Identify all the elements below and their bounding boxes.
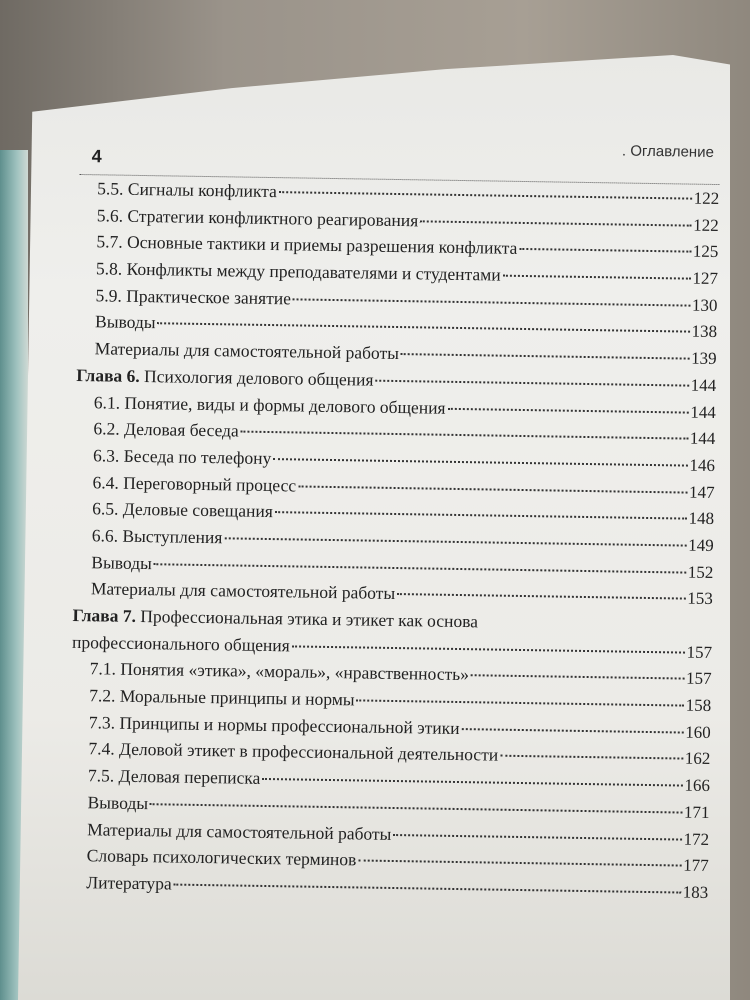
toc-entry-text: Профессиональная этика и этикет как основа bbox=[135, 605, 479, 632]
leader-dots bbox=[519, 248, 691, 253]
toc-entry-text: 5.7. Основные тактики и приемы разрешения конфликта bbox=[96, 231, 518, 259]
leader-dots bbox=[420, 220, 691, 226]
toc-entry-text: Психология делового общения bbox=[139, 365, 374, 390]
table-of-contents bbox=[68, 175, 719, 906]
chapter-label: Глава 6. bbox=[76, 364, 140, 386]
toc-page-number: 122 bbox=[693, 215, 719, 235]
leader-dots bbox=[224, 537, 686, 546]
toc-entry-text: профессионального общения bbox=[71, 631, 290, 656]
toc-page-number: 138 bbox=[691, 322, 718, 342]
leader-dots bbox=[241, 431, 688, 440]
toc-page-number: 148 bbox=[688, 508, 715, 529]
toc-entry-text: Материалы для самостоятельной работы bbox=[94, 338, 400, 364]
toc-entry-text: Литература bbox=[86, 872, 172, 894]
toc-entry-text: 6.1. Понятие, виды и формы делового общения bbox=[93, 391, 446, 418]
leader-dots bbox=[150, 803, 682, 813]
toc-page-number: 183 bbox=[682, 882, 709, 902]
toc-entry-text: 6.4. Переговорный процесс bbox=[92, 471, 297, 495]
toc-page-number: 153 bbox=[687, 588, 714, 609]
toc-page-number: 144 bbox=[689, 428, 716, 449]
toc-entry-text: 7.3. Принципы и нормы профессиональной этики bbox=[88, 711, 460, 738]
leader-dots bbox=[393, 834, 681, 841]
leader-dots bbox=[397, 593, 685, 600]
leader-dots bbox=[293, 298, 690, 306]
toc-entry-title bbox=[92, 522, 223, 551]
leader-dots bbox=[375, 379, 688, 386]
running-head: . Оглавление bbox=[621, 142, 715, 161]
toc-entry-text: 6.5. Деловые совещания bbox=[92, 498, 274, 522]
leader-dots bbox=[448, 407, 689, 413]
toc-entry-title bbox=[97, 175, 277, 205]
leader-dots bbox=[401, 353, 689, 360]
toc-entry-title bbox=[91, 549, 152, 577]
toc-entry-text: 5.8. Конфликты между преподавателями и студентами bbox=[95, 258, 501, 285]
leader-dots bbox=[174, 883, 681, 893]
chapter-label: Глава 7. bbox=[72, 604, 137, 626]
toc-entry-title bbox=[92, 469, 296, 499]
toc-entry-text: Материалы для самостоятельной работы bbox=[90, 578, 396, 604]
toc-page-number: 171 bbox=[683, 802, 710, 822]
toc-entry-text: Материалы для самостоятельной работы bbox=[87, 818, 392, 844]
toc-page-number: 166 bbox=[684, 775, 711, 796]
toc-entry-title bbox=[93, 442, 272, 471]
toc-page-number: 146 bbox=[689, 455, 716, 475]
toc-entry-title bbox=[89, 682, 355, 713]
toc-entry-text: 7.1. Понятия «этика», «мораль», «нравственность» bbox=[89, 658, 470, 685]
toc-entry-text: 6.6. Выступления bbox=[91, 525, 223, 548]
toc-page-number: 158 bbox=[685, 695, 712, 716]
toc-page-number: 177 bbox=[683, 855, 709, 876]
toc-page-number: 122 bbox=[693, 188, 720, 209]
toc-entry-text: Выводы bbox=[87, 792, 149, 813]
toc-page-number: 139 bbox=[690, 348, 717, 369]
leader-dots bbox=[298, 485, 687, 493]
leader-dots bbox=[154, 563, 686, 573]
page-number: 4 bbox=[91, 146, 102, 167]
toc-entry-text: Выводы bbox=[91, 551, 153, 573]
toc-entry-title bbox=[92, 495, 273, 525]
toc-page-number: 157 bbox=[685, 668, 712, 689]
toc-page-number: 144 bbox=[690, 375, 717, 395]
toc-entry-text: 5.9. Практическое занятие bbox=[95, 285, 292, 309]
toc-page-number: 127 bbox=[692, 268, 719, 289]
toc-entry-title bbox=[87, 789, 148, 817]
toc-entry-title bbox=[72, 629, 290, 659]
leader-dots bbox=[292, 645, 685, 653]
toc-entry-text: 6.2. Деловая беседа bbox=[93, 418, 239, 441]
toc-entry-text: 6.3. Беседа по телефону bbox=[92, 445, 272, 468]
toc-entry-text: 7.5. Деловая переписка bbox=[87, 765, 261, 789]
toc-entry-title bbox=[87, 842, 357, 873]
toc-entry-text: 5.5. Сигналы конфликта bbox=[97, 178, 278, 202]
leader-dots bbox=[500, 755, 683, 760]
toc-entry-text: 7.4. Деловой этикет в профессиональной деятельности bbox=[88, 738, 499, 766]
toc-entry-title bbox=[95, 282, 291, 312]
toc-page-number: 162 bbox=[684, 749, 711, 769]
leader-dots bbox=[279, 191, 692, 199]
toc-entry-text: Выводы bbox=[94, 311, 156, 333]
leader-dots bbox=[462, 728, 684, 733]
toc-entry-title bbox=[88, 762, 261, 791]
leader-dots bbox=[503, 275, 691, 280]
toc-entry-title bbox=[86, 869, 172, 897]
toc-entry-title bbox=[95, 309, 156, 337]
toc-page-number: 130 bbox=[691, 295, 718, 315]
toc-page-number: 172 bbox=[683, 829, 710, 849]
leader-dots bbox=[471, 675, 684, 680]
toc-page-number: 125 bbox=[692, 242, 719, 262]
leader-dots bbox=[358, 860, 681, 867]
leader-dots bbox=[273, 458, 687, 467]
toc-entry-title bbox=[93, 415, 239, 444]
toc-page-number: 144 bbox=[690, 402, 716, 422]
toc-page-number: 149 bbox=[688, 535, 714, 555]
toc-page-number: 157 bbox=[686, 642, 713, 662]
leader-dots bbox=[357, 699, 684, 706]
leader-dots bbox=[158, 323, 690, 333]
toc-page-number: 147 bbox=[688, 482, 715, 502]
toc-entry-text: 5.6. Стратегии конфликтного реагирования bbox=[96, 204, 419, 231]
toc-page-number: 160 bbox=[685, 722, 711, 742]
toc-entry-text: Словарь психологических терминов bbox=[86, 845, 357, 870]
leader-dots bbox=[275, 511, 687, 519]
toc-content bbox=[68, 140, 720, 906]
toc-page-number: 152 bbox=[687, 562, 714, 582]
leader-dots bbox=[262, 778, 682, 787]
toc-entry-text: 7.2. Моральные принципы и нормы bbox=[89, 685, 355, 710]
